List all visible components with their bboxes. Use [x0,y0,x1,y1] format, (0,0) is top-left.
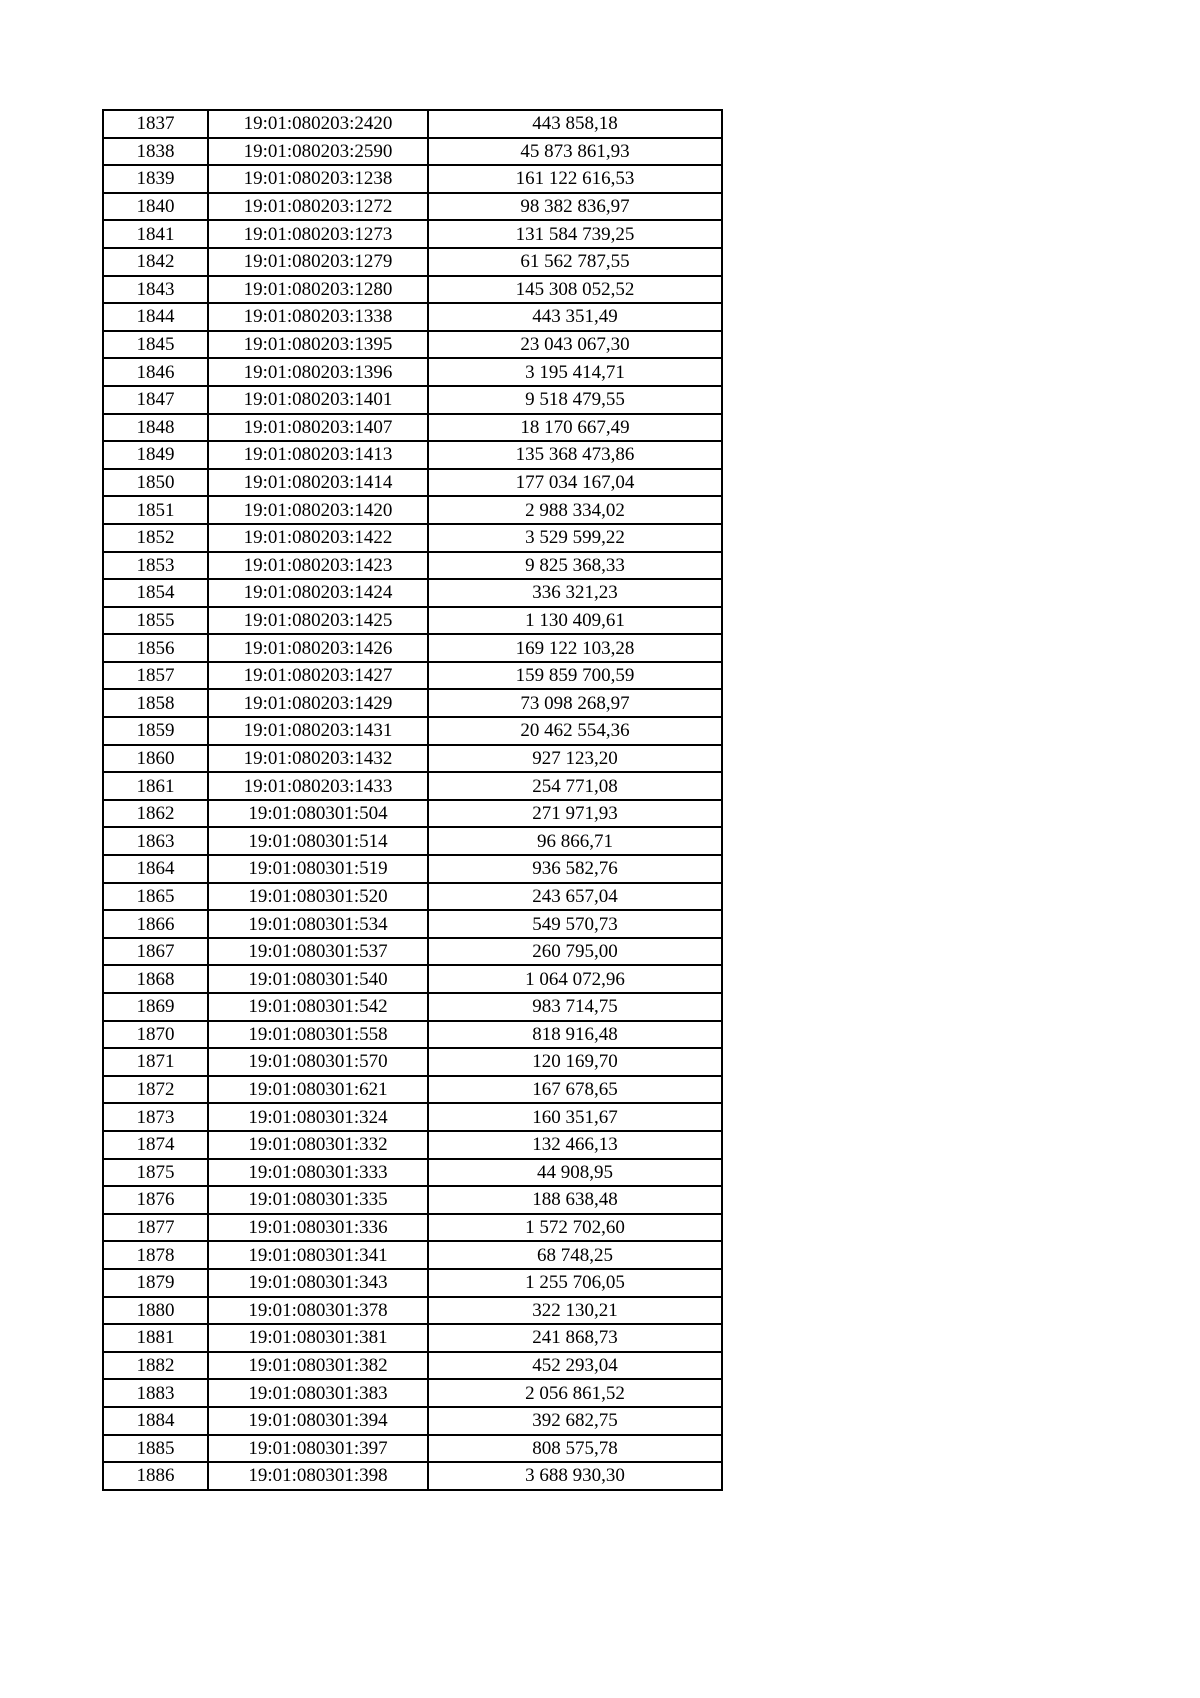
table-row [103,331,722,359]
cadastral-number-cell: 19:01:080203:1427 [208,662,428,690]
cadastral-number-cell: 19:01:080203:1423 [208,552,428,580]
cadastral-number-cell: 19:01:080301:398 [208,1462,428,1490]
table-row [103,524,722,552]
row-number-cell: 1837 [103,110,208,138]
cadastral-value-cell: 161 122 616,53 [428,165,722,193]
cadastral-number-cell: 19:01:080203:1273 [208,220,428,248]
table-row [103,1186,722,1214]
table-row [103,717,722,745]
row-number-cell: 1858 [103,689,208,717]
table-row [103,496,722,524]
table-row [103,165,722,193]
cadastral-number-cell: 19:01:080301:540 [208,965,428,993]
row-number-cell: 1862 [103,800,208,828]
cadastral-value-cell: 443 351,49 [428,303,722,331]
table-row [103,965,722,993]
cadastral-value-cell: 177 034 167,04 [428,469,722,497]
cadastral-number-cell: 19:01:080203:1424 [208,579,428,607]
row-number-cell: 1869 [103,993,208,1021]
table-row [103,607,722,635]
cadastral-number-cell: 19:01:080203:1238 [208,165,428,193]
cadastral-value-cell: 3 195 414,71 [428,358,722,386]
table-row [103,800,722,828]
cadastral-value-cell: 18 170 667,49 [428,414,722,442]
table-row [103,1103,722,1131]
cadastral-value-cell: 241 868,73 [428,1324,722,1352]
table-row [103,1076,722,1104]
cadastral-value-cell: 260 795,00 [428,938,722,966]
cadastral-value-cell: 983 714,75 [428,993,722,1021]
table-row [103,1297,722,1325]
row-number-cell: 1882 [103,1352,208,1380]
cadastral-value-cell: 2 988 334,02 [428,496,722,524]
cadastral-value-cell: 20 462 554,36 [428,717,722,745]
cadastral-value-cell: 1 130 409,61 [428,607,722,635]
row-number-cell: 1876 [103,1186,208,1214]
cadastral-number-cell: 19:01:080301:332 [208,1131,428,1159]
cadastral-number-cell: 19:01:080203:1401 [208,386,428,414]
cadastral-number-cell: 19:01:080301:519 [208,855,428,883]
table-row [103,827,722,855]
table-row [103,386,722,414]
cadastral-value-cell: 169 122 103,28 [428,634,722,662]
table-row [103,662,722,690]
cadastral-value-cell: 927 123,20 [428,745,722,773]
row-number-cell: 1867 [103,938,208,966]
cadastral-number-cell: 19:01:080301:542 [208,993,428,1021]
row-number-cell: 1877 [103,1214,208,1242]
cadastral-value-cell: 443 858,18 [428,110,722,138]
row-number-cell: 1863 [103,827,208,855]
table-row [103,303,722,331]
row-number-cell: 1846 [103,358,208,386]
cadastral-number-cell: 19:01:080203:2420 [208,110,428,138]
cadastral-number-cell: 19:01:080301:378 [208,1297,428,1325]
row-number-cell: 1844 [103,303,208,331]
row-number-cell: 1838 [103,138,208,166]
row-number-cell: 1860 [103,745,208,773]
cadastral-number-cell: 19:01:080301:333 [208,1159,428,1187]
cadastral-value-cell: 336 321,23 [428,579,722,607]
cadastral-number-cell: 19:01:080203:1395 [208,331,428,359]
cadastral-number-cell: 19:01:080203:1422 [208,524,428,552]
row-number-cell: 1878 [103,1241,208,1269]
row-number-cell: 1881 [103,1324,208,1352]
cadastral-value-cell: 1 064 072,96 [428,965,722,993]
table-row [103,855,722,883]
cadastral-number-cell: 19:01:080301:343 [208,1269,428,1297]
cadastral-value-cell: 120 169,70 [428,1048,722,1076]
table-row [103,1352,722,1380]
table-row [103,1021,722,1049]
table-row [103,1269,722,1297]
row-number-cell: 1841 [103,220,208,248]
cadastral-value-cell: 23 043 067,30 [428,331,722,359]
cadastral-value-cell: 2 056 861,52 [428,1379,722,1407]
row-number-cell: 1849 [103,441,208,469]
cadastral-number-cell: 19:01:080203:1425 [208,607,428,635]
row-number-cell: 1857 [103,662,208,690]
cadastral-number-cell: 19:01:080203:1280 [208,276,428,304]
cadastral-value-cell: 159 859 700,59 [428,662,722,690]
cadastral-number-cell: 19:01:080203:1279 [208,248,428,276]
row-number-cell: 1886 [103,1462,208,1490]
cadastral-number-cell: 19:01:080301:514 [208,827,428,855]
table-row [103,634,722,662]
table-row [103,1407,722,1435]
row-number-cell: 1879 [103,1269,208,1297]
cadastral-number-cell: 19:01:080203:1338 [208,303,428,331]
table-row [103,1048,722,1076]
cadastral-value-cell: 9 825 368,33 [428,552,722,580]
row-number-cell: 1880 [103,1297,208,1325]
table-row [103,745,722,773]
table-row [103,138,722,166]
cadastral-number-cell: 19:01:080301:341 [208,1241,428,1269]
row-number-cell: 1839 [103,165,208,193]
cadastral-number-cell: 19:01:080301:570 [208,1048,428,1076]
table-row [103,248,722,276]
row-number-cell: 1872 [103,1076,208,1104]
table-body [103,110,722,1490]
cadastral-value-cell: 243 657,04 [428,883,722,911]
table-row [103,1159,722,1187]
row-number-cell: 1874 [103,1131,208,1159]
table-row [103,1435,722,1463]
row-number-cell: 1854 [103,579,208,607]
table-row [103,1379,722,1407]
cadastral-number-cell: 19:01:080203:1272 [208,193,428,221]
table-row [103,220,722,248]
cadastral-number-cell: 19:01:080203:1407 [208,414,428,442]
cadastral-value-cell: 549 570,73 [428,910,722,938]
row-number-cell: 1845 [103,331,208,359]
cadastral-number-cell: 19:01:080301:397 [208,1435,428,1463]
table-row [103,689,722,717]
cadastral-value-cell: 45 873 861,93 [428,138,722,166]
table-row [103,1241,722,1269]
cadastral-value-cell: 1 255 706,05 [428,1269,722,1297]
table-row [103,579,722,607]
row-number-cell: 1864 [103,855,208,883]
cadastral-value-cell: 271 971,93 [428,800,722,828]
table-row [103,552,722,580]
cadastral-number-cell: 19:01:080301:336 [208,1214,428,1242]
cadastral-number-cell: 19:01:080301:382 [208,1352,428,1380]
cadastral-value-cell: 452 293,04 [428,1352,722,1380]
table-row [103,1214,722,1242]
table-row [103,276,722,304]
cadastral-number-cell: 19:01:080301:381 [208,1324,428,1352]
table-row [103,883,722,911]
cadastral-value-cell: 936 582,76 [428,855,722,883]
cadastral-value-cell: 1 572 702,60 [428,1214,722,1242]
cadastral-value-cell: 818 916,48 [428,1021,722,1049]
cadastral-value-cell: 322 130,21 [428,1297,722,1325]
row-number-cell: 1856 [103,634,208,662]
cadastral-value-cell: 61 562 787,55 [428,248,722,276]
row-number-cell: 1885 [103,1435,208,1463]
row-number-cell: 1840 [103,193,208,221]
cadastral-value-cell: 254 771,08 [428,772,722,800]
table-row [103,469,722,497]
row-number-cell: 1850 [103,469,208,497]
cadastral-value-cell: 188 638,48 [428,1186,722,1214]
cadastral-number-cell: 19:01:080203:1426 [208,634,428,662]
row-number-cell: 1868 [103,965,208,993]
table-row [103,938,722,966]
table-row [103,993,722,1021]
row-number-cell: 1871 [103,1048,208,1076]
row-number-cell: 1884 [103,1407,208,1435]
cadastral-value-cell: 135 368 473,86 [428,441,722,469]
table-row [103,193,722,221]
cadastral-value-cell: 131 584 739,25 [428,220,722,248]
cadastral-number-cell: 19:01:080301:558 [208,1021,428,1049]
cadastral-number-cell: 19:01:080301:504 [208,800,428,828]
row-number-cell: 1859 [103,717,208,745]
cadastral-value-cell: 98 382 836,97 [428,193,722,221]
cadastral-number-cell: 19:01:080203:1420 [208,496,428,524]
cadastral-number-cell: 19:01:080301:335 [208,1186,428,1214]
cadastral-number-cell: 19:01:080203:1414 [208,469,428,497]
row-number-cell: 1873 [103,1103,208,1131]
cadastral-value-cell: 44 908,95 [428,1159,722,1187]
cadastral-number-cell: 19:01:080203:1413 [208,441,428,469]
cadastral-number-cell: 19:01:080301:383 [208,1379,428,1407]
table-row [103,910,722,938]
cadastral-number-cell: 19:01:080203:1432 [208,745,428,773]
cadastral-value-cell: 145 308 052,52 [428,276,722,304]
cadastral-value-cell: 167 678,65 [428,1076,722,1104]
cadastral-number-cell: 19:01:080203:1396 [208,358,428,386]
row-number-cell: 1848 [103,414,208,442]
table-row [103,110,722,138]
row-number-cell: 1865 [103,883,208,911]
cadastral-number-cell: 19:01:080203:1431 [208,717,428,745]
cadastral-number-cell: 19:01:080203:1433 [208,772,428,800]
row-number-cell: 1861 [103,772,208,800]
cadastral-value-cell: 73 098 268,97 [428,689,722,717]
cadastral-number-cell: 19:01:080203:2590 [208,138,428,166]
cadastral-value-cell: 3 529 599,22 [428,524,722,552]
row-number-cell: 1866 [103,910,208,938]
cadastral-number-cell: 19:01:080301:394 [208,1407,428,1435]
row-number-cell: 1847 [103,386,208,414]
table-row [103,1324,722,1352]
cadastral-value-cell: 3 688 930,30 [428,1462,722,1490]
table-row [103,414,722,442]
row-number-cell: 1855 [103,607,208,635]
cadastral-number-cell: 19:01:080301:520 [208,883,428,911]
cadastral-number-cell: 19:01:080301:324 [208,1103,428,1131]
cadastral-value-cell: 68 748,25 [428,1241,722,1269]
row-number-cell: 1875 [103,1159,208,1187]
row-number-cell: 1883 [103,1379,208,1407]
cadastral-number-cell: 19:01:080301:534 [208,910,428,938]
row-number-cell: 1851 [103,496,208,524]
cadastral-value-cell: 132 466,13 [428,1131,722,1159]
cadastral-value-table [102,109,723,1491]
table-row [103,772,722,800]
cadastral-number-cell: 19:01:080301:621 [208,1076,428,1104]
cadastral-value-cell: 9 518 479,55 [428,386,722,414]
row-number-cell: 1853 [103,552,208,580]
row-number-cell: 1852 [103,524,208,552]
cadastral-value-cell: 96 866,71 [428,827,722,855]
cadastral-value-cell: 160 351,67 [428,1103,722,1131]
table-row [103,441,722,469]
row-number-cell: 1870 [103,1021,208,1049]
table-row [103,1462,722,1490]
cadastral-number-cell: 19:01:080203:1429 [208,689,428,717]
table-row [103,1131,722,1159]
row-number-cell: 1842 [103,248,208,276]
cadastral-value-cell: 808 575,78 [428,1435,722,1463]
cadastral-number-cell: 19:01:080301:537 [208,938,428,966]
cadastral-value-cell: 392 682,75 [428,1407,722,1435]
table-row [103,358,722,386]
row-number-cell: 1843 [103,276,208,304]
